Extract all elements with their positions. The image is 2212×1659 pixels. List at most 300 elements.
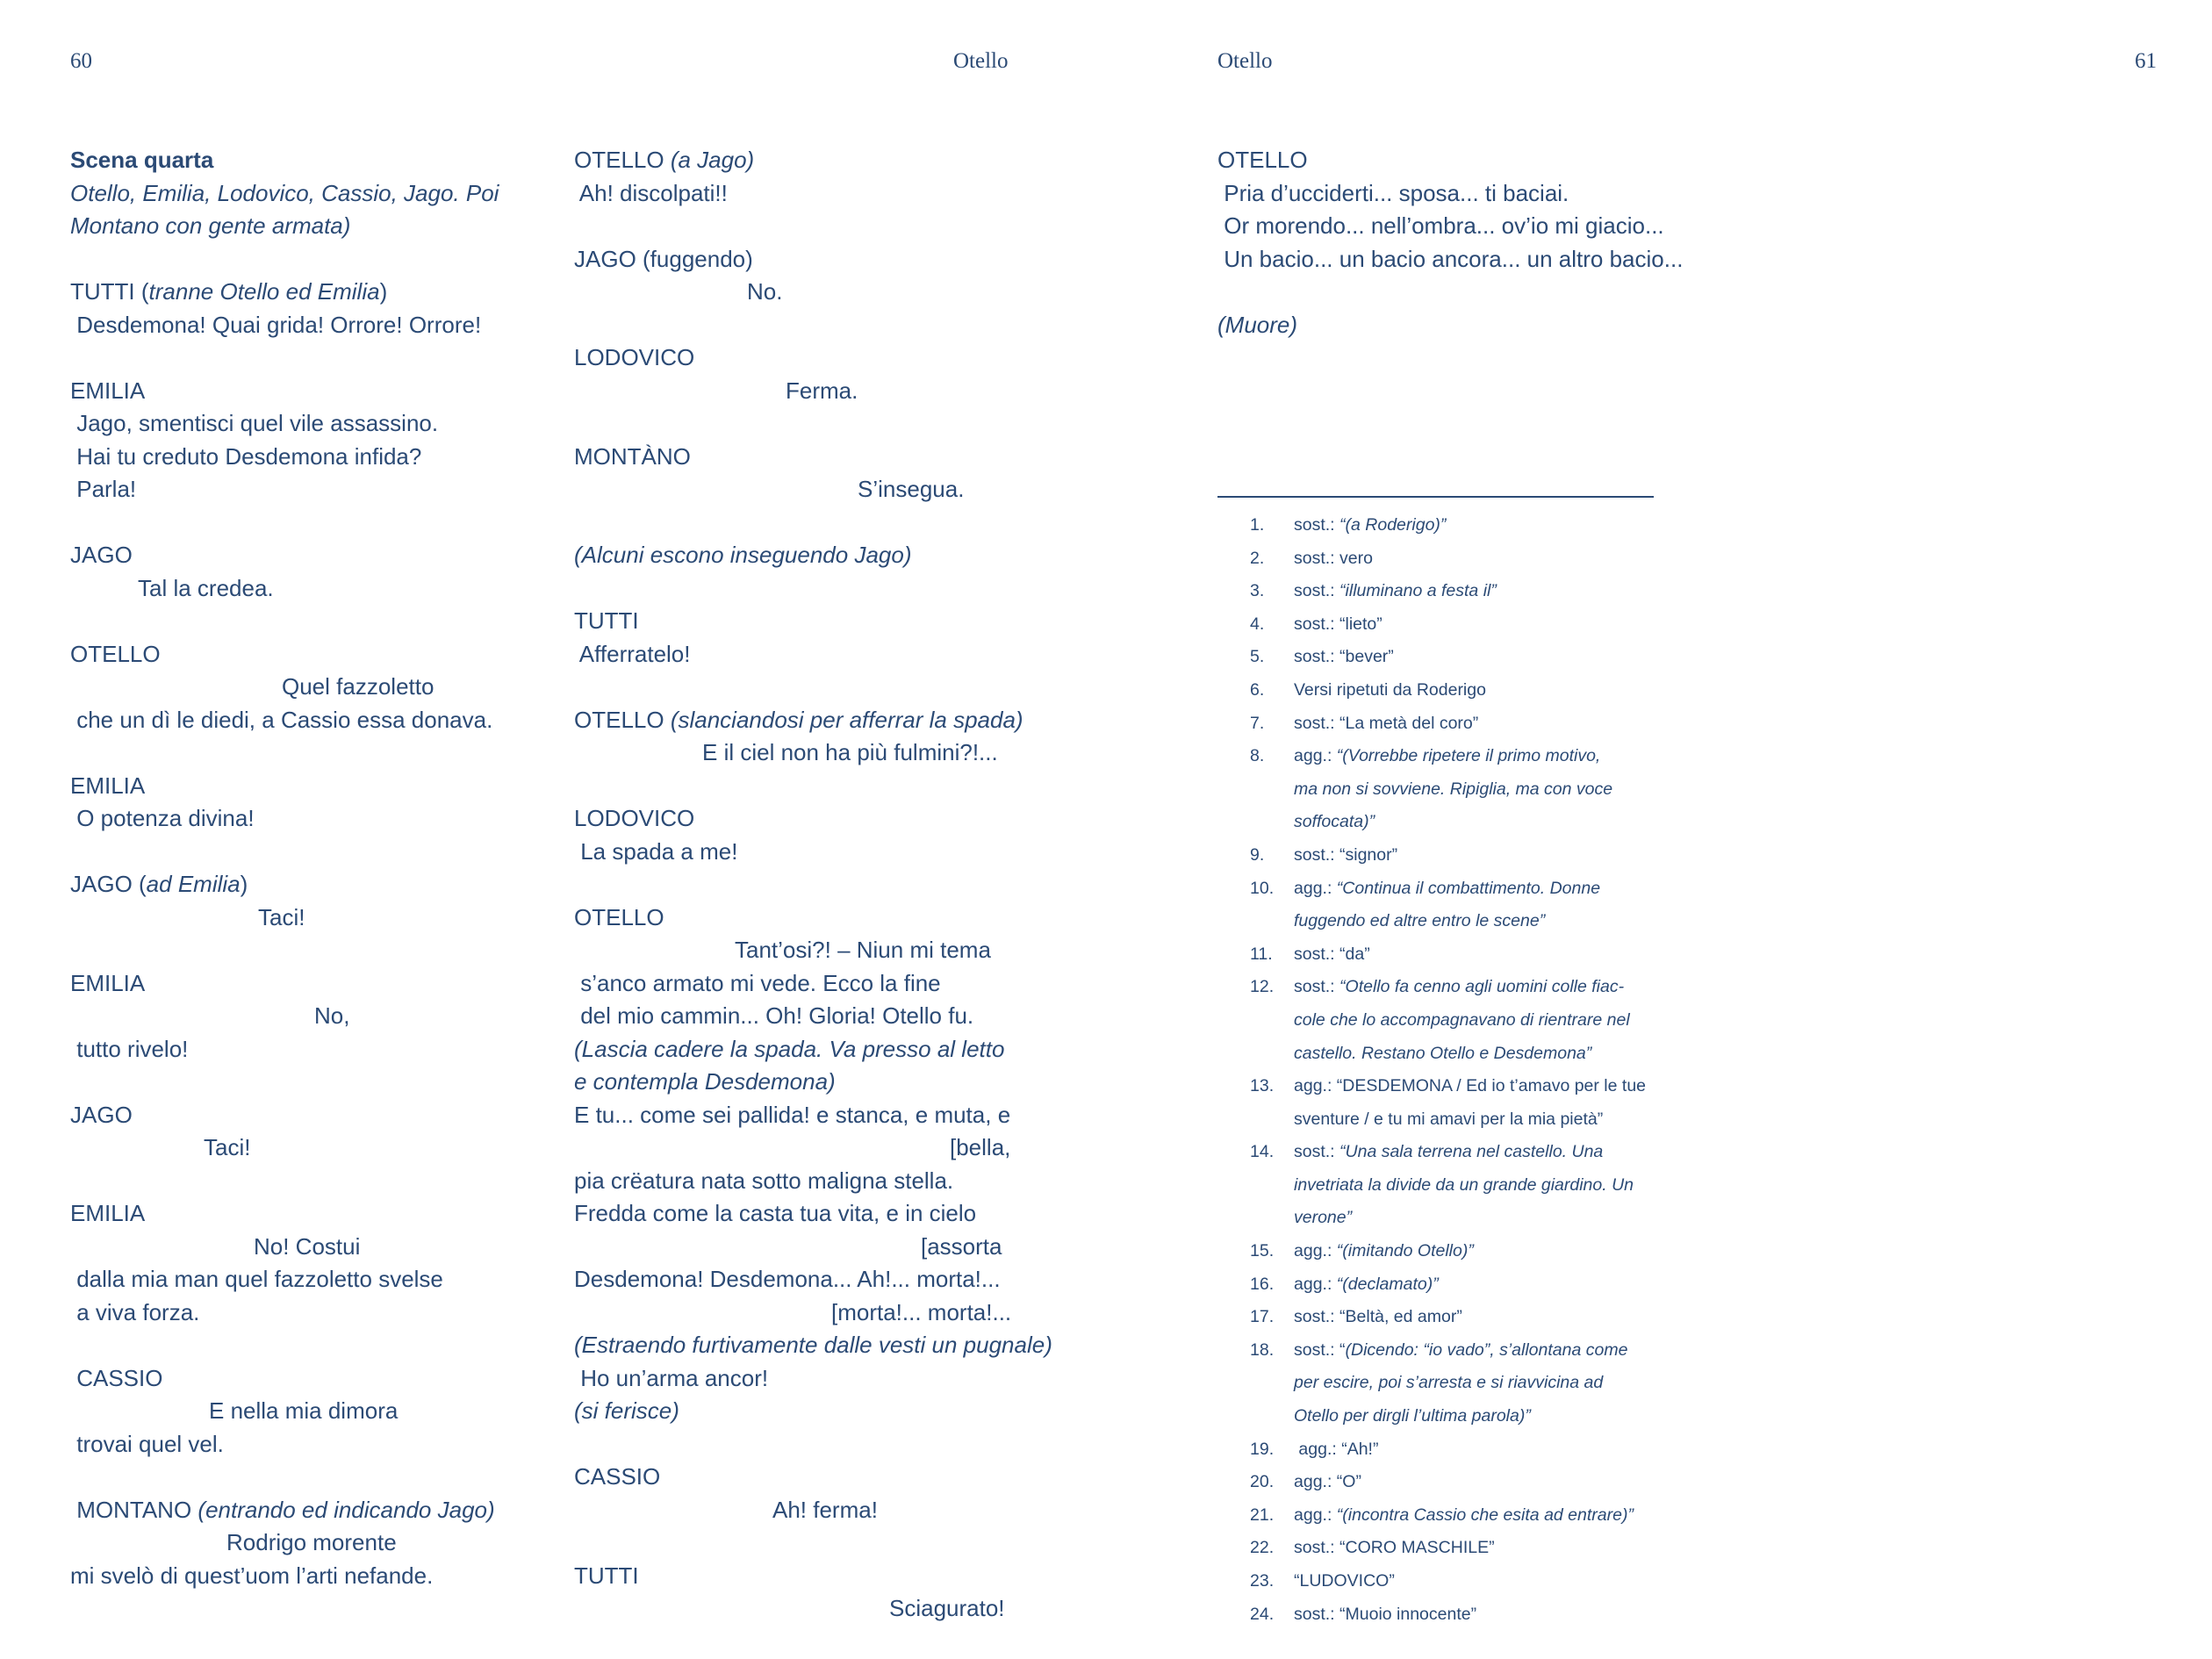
footnote-text [1294,1202,1674,1235]
text-run: che un dì le diedi, a Cassio essa donava. [70,706,493,733]
text-line [574,605,1031,638]
text-run: (Dicendo: “io vado”, s’allontana come [1345,1339,1628,1360]
text-line [574,309,1031,342]
footnote-number: 3. [1250,581,1265,601]
text-run: sost.: “La metà del coro” [1294,713,1479,733]
text-run: tranne Otello ed Emilia [148,278,380,305]
text-line [1217,243,1684,276]
text-run: sost.: vero [1294,548,1373,568]
footnote-text [1294,971,1674,1004]
text-run: Ferma. [786,377,858,404]
text-run: “(Vorrebbe ripetere il primo motivo, [1336,746,1601,766]
footnote-item [1217,1466,1674,1499]
text-run: MONTANO [70,1496,198,1523]
text-line [70,934,527,967]
text-line [70,704,527,737]
footnote-item [1217,1202,1674,1235]
footnote-item [1217,1433,1674,1467]
footnote-item [1217,971,1674,1004]
text-line [574,736,1031,770]
footnote-number: 8. [1250,746,1265,766]
text-run: Quel fazzoletto [282,673,434,700]
footnote-item [1217,773,1674,807]
text-line [1217,210,1674,243]
footnote-number: 2. [1250,548,1265,568]
footnote-item [1217,1136,1674,1169]
footnote-number: 9. [1250,844,1265,865]
text-run: OTELLO [574,903,664,930]
left-page-number: 60 [70,49,92,73]
text-line [70,539,527,572]
text-line [70,144,527,177]
text-run: sost.: [1294,581,1340,601]
text-line [574,1296,1031,1330]
text-line [70,309,527,342]
text-line [574,243,1031,276]
text-line [70,671,527,704]
text-run: agg.: “O” [1294,1472,1361,1492]
text-line [574,1461,1031,1494]
text-run: O potenza divina! [70,805,255,831]
footnote-item [1217,1004,1674,1038]
text-line [574,177,1031,211]
text-run: “(declamato)” [1336,1274,1439,1294]
footnote-number: 15. [1250,1241,1275,1261]
text-line [574,1592,1031,1626]
text-run: E tu... come sei pallida! e stanca, e muta, e [574,1101,1011,1128]
text-line [70,1263,527,1296]
footnote-text [1294,1268,1674,1302]
footnotes-list [1217,509,1674,1631]
text-run: Hai tu creduto Desdemona infida? [70,442,422,470]
text-line [574,1428,1031,1462]
text-line [574,441,1031,474]
text-line [574,1066,1031,1099]
text-line [1217,276,1674,309]
text-line [574,704,1031,737]
text-run: verone” [1294,1208,1353,1228]
text-run: Tant’osi?! – Niun mi tema [735,937,991,963]
text-line [574,473,1031,506]
text-line [574,901,1031,935]
text-line [1217,144,1674,177]
footnote-item [1217,938,1674,972]
text-line [70,243,527,276]
text-line [70,1329,527,1362]
text-line [70,407,527,441]
text-run: Parla! [70,476,137,502]
text-run: ) [379,278,388,305]
text-run: “(incontra Cassio che esita ad entrare)” [1336,1505,1634,1525]
footnote-text [1294,1598,1674,1632]
footnote-item [1217,1169,1674,1203]
text-run: Otello, Emilia, Lodovico, Cassio, Jago. Poi [70,179,499,206]
text-run: Taci! [204,1134,251,1160]
right-running-title: Otello [1217,49,1273,73]
text-run: LODOVICO [574,805,695,831]
footnote-text [1294,1367,1674,1400]
text-line [70,1099,527,1132]
text-line [574,407,1031,441]
text-run: Tal la credea. [138,574,274,601]
footnote-item [1217,1038,1674,1071]
footnote-text [1294,1235,1674,1268]
footnote-item [1217,1499,1674,1533]
text-run: (Muore) [1217,311,1298,338]
footnote-text [1294,608,1674,642]
footnote-item [1217,806,1674,839]
text-line [70,1494,527,1527]
text-run: (entrando ed indicando Jago) [198,1496,495,1523]
text-line [574,506,1031,540]
text-line [70,1362,527,1396]
text-run: Scena quarta [70,147,214,173]
text-run: agg.: [1294,1274,1337,1294]
footnote-number: 7. [1250,713,1265,733]
text-line [574,375,1031,408]
text-run: Afferratelo! [574,640,691,667]
text-run: dalla mia man quel fazzoletto svelse [70,1266,443,1292]
footnote-text [1294,1565,1674,1598]
text-run: “Otello fa cenno agli uomini colle fiac- [1339,977,1625,997]
text-run: Sciagurato! [889,1595,1005,1621]
footnote-text [1294,839,1674,873]
footnote-number: 5. [1250,647,1265,667]
text-run: ) [240,871,248,897]
text-run: [assorta [921,1232,1002,1260]
text-run: MONTÀNO [574,442,691,470]
footnote-text [1294,641,1674,674]
text-run: (Estraendo furtivamente dalle vesti un pugnale) [574,1332,1052,1358]
text-line [70,638,527,672]
footnote-rule [1217,496,1654,498]
text-line [70,1066,527,1099]
text-run: TUTTI [574,607,639,634]
text-run: sost.: “ [1294,1339,1346,1360]
text-run: (Alcuni escono inseguendo Jago) [574,542,912,568]
text-run: sost.: [1294,515,1340,535]
text-run: JAGO ( [70,871,147,897]
text-run: No, [314,1002,350,1029]
text-line [574,671,1031,704]
text-run: CASSIO [70,1364,163,1391]
footnote-item [1217,1565,1674,1598]
footnote-text [1294,1038,1674,1071]
text-run: sost.: “CORO MASCHILE” [1294,1538,1495,1558]
text-run: Pria d’ucciderti... sposa... ti baciai. [1217,179,1569,206]
text-run: soffocata)” [1294,812,1375,832]
text-line [574,1131,1031,1165]
footnote-item [1217,509,1674,542]
footnote-text [1294,1433,1674,1467]
footnote-item [1217,674,1674,707]
text-run: [morta!... morta!... [831,1298,1012,1325]
text-run: [bella, [950,1134,1011,1160]
text-line [70,506,527,540]
text-run: No! Costui [254,1232,361,1260]
text-run: Montano con gente armata) [70,212,351,239]
text-run: EMILIA [70,969,146,996]
text-line [574,1000,1031,1033]
text-line [574,836,1031,869]
text-line [574,1362,1031,1396]
text-line [70,802,527,836]
text-line [70,341,527,375]
text-run: No. [747,278,783,305]
text-run: a viva forza. [70,1298,200,1325]
text-line [574,638,1031,672]
text-run: “Continua il combattimento. Donne [1336,878,1601,898]
text-run: CASSIO [574,1463,661,1490]
text-run: “illuminano a festa il” [1339,581,1497,601]
footnote-item [1217,905,1674,938]
footnote-number: 20. [1250,1472,1275,1492]
text-run: OTELLO [1217,147,1308,173]
footnote-number: 12. [1250,977,1275,997]
text-line [574,1099,1031,1132]
text-run: S’insegua. [858,476,965,502]
footnote-number: 24. [1250,1604,1275,1624]
text-line [574,967,1031,1001]
text-run: Rodrigo morente [226,1529,397,1555]
footnote-item [1217,1532,1674,1565]
text-line [70,1197,527,1231]
text-run: Ah! discolpati!! [574,179,728,206]
footnote-item [1217,542,1674,576]
text-line [1217,309,1674,342]
footnote-item [1217,1598,1674,1632]
footnote-text [1294,905,1674,938]
text-run: E nella mia dimora [209,1397,399,1424]
text-line [70,868,527,901]
text-line [574,572,1031,606]
text-run: OTELLO [574,706,671,733]
footnote-text [1294,1004,1674,1038]
footnote-text [1294,1169,1674,1203]
text-run: E il ciel non ha più fulmini?!... [702,739,998,765]
text-line [574,1197,1031,1231]
footnote-item [1217,1235,1674,1268]
footnote-number: 4. [1250,614,1265,634]
text-run: (Lascia cadere la spada. Va presso al letto [574,1035,1005,1062]
text-run: EMILIA [70,1200,146,1226]
footnote-item [1217,1334,1674,1368]
text-line [70,177,527,211]
text-run: fuggendo ed altre entro le scene” [1294,911,1546,931]
text-run: Ah! ferma! [772,1496,878,1523]
footnote-item [1217,839,1674,873]
text-line [574,1033,1031,1066]
text-line [574,1526,1031,1560]
text-run: mi svelò di quest’uom l’arti nefande. [70,1562,434,1589]
footnote-text [1294,938,1674,972]
text-run: sost.: “Muoio innocente” [1294,1604,1477,1624]
text-line [574,934,1031,967]
text-line [574,539,1031,572]
text-run: sost.: [1294,977,1340,997]
text-run: ma non si sovviene. Ripiglia, ma con voce [1294,779,1613,799]
footnote-number: 11. [1250,944,1273,964]
footnote-text [1294,1532,1674,1565]
text-run: per escire, poi s’arresta e si riavvicina ad [1294,1373,1604,1393]
text-run: La spada a me! [574,837,738,865]
text-run: JAGO [70,1101,133,1128]
footnote-item [1217,1400,1674,1433]
text-run: s’anco armato mi vede. Ecco la fine [574,969,941,996]
text-run: “(a Roderigo)” [1339,515,1447,535]
text-run: Or morendo... nell’ombra... ov’io mi giacio... [1217,212,1664,239]
libretto-column-1 [70,144,527,1592]
footnote-item [1217,873,1674,906]
text-run: agg.: “DESDEMONA / Ed io t’amavo per le tue [1294,1076,1647,1096]
footnote-text [1294,674,1674,707]
text-run: (si ferisce) [574,1397,679,1424]
text-run: ad Emilia [146,871,241,897]
text-line [70,967,527,1001]
footnote-text [1294,773,1674,807]
footnote-text [1294,740,1674,773]
text-run: sost.: “lieto” [1294,614,1382,634]
text-run: OTELLO [574,147,671,173]
text-run: agg.: [1294,1505,1337,1525]
footnote-text [1294,1136,1674,1169]
text-line [574,1329,1052,1362]
footnote-number: 1. [1250,515,1265,535]
text-run: Desdemona! Desdemona... Ah!... morta!... [574,1266,1001,1292]
text-run: sost.: [1294,1142,1340,1162]
text-line [70,1231,527,1264]
text-run: Versi ripetuti da Roderigo [1294,679,1486,700]
footnote-text [1294,873,1674,906]
footnote-text [1294,1103,1674,1137]
footnote-text [1294,1466,1674,1499]
text-line [574,1560,1031,1593]
footnote-number: 22. [1250,1538,1275,1558]
text-run: EMILIA [70,772,146,799]
footnote-text [1294,509,1674,542]
text-run: Fredda come la casta tua vita, e in cielo [574,1200,977,1226]
libretto-column-2 [574,144,1052,1626]
text-line [574,1231,1031,1264]
text-line [70,473,527,506]
footnote-text [1294,707,1674,741]
text-run: e contempla Desdemona) [574,1068,836,1095]
text-run: EMILIA [70,377,146,404]
footnote-text [1294,575,1674,608]
footnote-number: 17. [1250,1307,1275,1327]
text-run: TUTTI ( [70,278,149,305]
text-line [70,1131,527,1165]
text-line [70,605,527,638]
text-line [70,276,527,309]
text-run: sost.: “signor” [1294,844,1398,865]
text-run: JAGO (fuggendo) [574,245,753,272]
text-run: LODOVICO [574,344,695,370]
text-run: agg.: “Ah!” [1294,1439,1379,1459]
footnote-number: 21. [1250,1505,1275,1525]
text-line [574,341,1031,375]
footnote-item [1217,740,1674,773]
text-line [574,144,1031,177]
text-run: tutto rivelo! [70,1035,189,1062]
text-line [70,1000,527,1033]
footnote-number: 18. [1250,1339,1275,1360]
text-line [70,1033,527,1066]
text-run: Taci! [258,903,305,930]
text-line [574,1165,1031,1198]
text-line [70,572,527,606]
footnote-item [1217,1367,1674,1400]
footnote-number: 14. [1250,1142,1275,1162]
text-line [574,276,1031,309]
text-line [574,770,1031,803]
text-line [574,1494,1031,1527]
text-line [70,441,527,474]
text-run: agg.: [1294,746,1337,766]
footnote-text [1294,1334,1674,1368]
footnote-text [1294,806,1674,839]
footnote-number: 13. [1250,1076,1275,1096]
footnote-number: 10. [1250,878,1275,898]
text-run: JAGO [70,542,133,568]
footnote-text [1294,542,1674,576]
text-line [70,1165,527,1198]
text-line [574,802,1031,836]
text-line [70,1526,527,1560]
footnote-item [1217,641,1674,674]
footnote-text [1294,1070,1674,1103]
text-run: trovai quel vel. [70,1430,224,1457]
text-line [1217,177,1674,211]
footnote-item [1217,1268,1674,1302]
text-line [70,1428,527,1462]
text-run: TUTTI [574,1562,639,1589]
text-run: “LUDOVICO” [1294,1571,1395,1591]
text-run: agg.: [1294,1241,1337,1261]
text-run: invetriata la divide da un grande giardino. Un [1294,1174,1634,1195]
text-run: sost.: “da” [1294,944,1370,964]
text-run: (slanciandosi per afferrar la spada) [670,706,1023,733]
text-line [574,210,1031,243]
text-run: Un bacio... un bacio ancora... un altro bacio... [1217,245,1684,272]
text-line [574,868,1031,901]
footnote-text [1294,1499,1674,1533]
footnote-text [1294,1301,1674,1334]
text-line [70,375,527,408]
footnote-item [1217,707,1674,741]
footnote-number: 23. [1250,1571,1275,1591]
text-line [70,1296,527,1330]
text-line [70,210,527,243]
text-run: sventure / e tu mi amavi per la mia pietà” [1294,1109,1604,1129]
footnote-item [1217,1103,1674,1137]
footnote-text [1294,1400,1674,1433]
text-run: pia crëatura nata sotto maligna stella. [574,1167,954,1194]
right-page-number: 61 [2135,49,2157,73]
text-line [574,1395,1031,1428]
footnote-number: 6. [1250,679,1265,700]
text-line [70,1395,527,1428]
text-line [574,1263,1031,1296]
footnote-item [1217,575,1674,608]
text-run: castello. Restano Otello e Desdemona” [1294,1043,1592,1063]
text-line [70,1461,527,1494]
text-run: sost.: “Beltà, ed amor” [1294,1307,1462,1327]
text-line [70,770,527,803]
text-line [70,836,527,869]
text-line [70,901,527,935]
libretto-column-3 [1217,144,1684,341]
